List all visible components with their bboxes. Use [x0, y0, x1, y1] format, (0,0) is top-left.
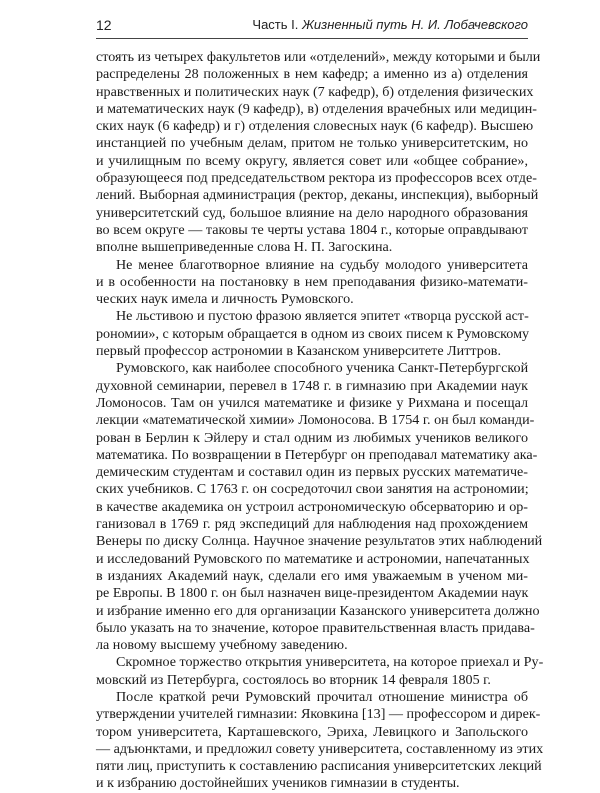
paragraph — [96, 688, 544, 793]
text-line: Ломоносов. Там он учился математике и физике у Рихмана и посещал — [96, 394, 528, 411]
header-rule — [96, 38, 528, 39]
text-line: ских учебников. С 1763 г. он сосредоточил свои занятия на астрономии; — [96, 481, 529, 498]
text-line: Скромное торжество открытия университета, на которое приехал и Ру- — [116, 654, 544, 671]
text-line: ческих наук имела и личность Румовского. — [96, 291, 354, 308]
text-line: Румовского, как наиболее способного ученика Санкт-Петербургской — [116, 360, 529, 377]
text-line: Венеры по диску Солнца. Научное значение результатов этих наблюдений — [96, 533, 543, 550]
paragraph — [96, 49, 541, 257]
running-header — [96, 13, 528, 39]
text-line: первый профессор астрономии в Казанском университете Литтров. — [96, 343, 501, 360]
text-line: в качестве академика он устроил астрономическую обсерваторию и ор- — [96, 498, 528, 515]
text-line: во всем округе — таковы те черты устава 1804 г., которые оправдывают — [96, 221, 528, 238]
text-line: математика. По возвращении в Петербург он преподавал математику ака- — [96, 446, 538, 463]
text-line: Не менее благотворное влияние на судьбу молодого университета — [116, 256, 528, 273]
text-line: Не льстивою и пустою фразою является эпитет «творца русской аст- — [116, 308, 529, 325]
text-line: и исследований Румовского по математике и астрономии, напечатанных — [96, 550, 530, 567]
paragraph — [96, 308, 528, 360]
text-line: демическим студентам и составил один из первых русских математиче- — [96, 464, 528, 481]
text-line: и к избранию достойнейших учеников гимназии в студенты. — [96, 775, 460, 792]
text-line: было указать на то значение, которое правительственная власть придава- — [96, 619, 535, 636]
text-line: пяти лиц, приступить к составлению расписания университетских лекций — [96, 758, 542, 775]
running-title — [252, 17, 528, 32]
text-line: нравственных и политических наук (7 кафедр), б) отделения физических — [96, 83, 534, 100]
text-line: ских наук (6 кафедр) и г) отделения словесных наук (6 кафедр). Высшею — [96, 118, 534, 135]
text-line: инстанцией по учебным делам, притом не только университетским, но — [96, 135, 528, 152]
text-line: мовский из Петербурга, состоялось во вторник 14 февраля 1805 г. — [96, 671, 491, 688]
text-line: рономии», с которым обращается в одном из своих писем к Румовскому — [96, 325, 530, 342]
text-line: и в особенности на постановку в нем преподавания физико-математи- — [96, 273, 528, 290]
text-line: — адъюнктами, и предложил совету университета, составленному из этих — [96, 740, 544, 757]
text-line: образующееся под председательством ректора из профессоров всех отде- — [96, 170, 537, 187]
text-line: ре Европы. В 1800 г. он был назначен вице-президентом Академии наук — [96, 585, 529, 602]
text-line: рован в Берлин к Эйлеру и стал одним из любимых учеников великого — [96, 429, 528, 446]
text-line: и училищным по всему округу, является совет или «общее собрание», — [96, 152, 528, 169]
text-line: После краткой речи Румовский прочитал отношение министра об — [116, 688, 528, 705]
paragraph — [96, 360, 543, 654]
part-label: Часть I. — [252, 17, 299, 32]
text-line: утверждении учителей гимназии: Яковкина [13] — профессором и дирек- — [96, 706, 541, 723]
text-line: стоять из четырех факультетов или «отделений», между которыми и были — [96, 49, 541, 65]
text-line: распределены 28 положенных в нем кафедр; а именно из а) отделения — [96, 66, 528, 83]
text-line: и избрание именно его для организации Казанского университета должно — [96, 602, 540, 619]
text-line: и математических наук (9 кафедр), в) отделения врачебных или медицин- — [96, 100, 537, 117]
text-line: лений. Выборная администрация (ректор, деканы, инспекция), выборный — [96, 187, 539, 204]
paragraph — [96, 654, 544, 689]
text-line: тором университета, Карташевского, Эриха, Левицкого и Запольского — [96, 723, 528, 740]
page-number: 12 — [96, 17, 112, 33]
chapter-title: Жизненный путь Н. И. Лобачевского — [302, 17, 528, 32]
body-text — [96, 49, 544, 793]
text-line: в изданиях Академий наук, сделали его имя уважаемым в ученом ми- — [96, 567, 528, 584]
text-line: ла новому высшему учебному заведению. — [96, 637, 348, 654]
text-line: университетский суд, большое влияние на дело народного образования — [96, 204, 528, 221]
text-line: лекции «математической химии» Ломоносова. В 1754 г. он был команди- — [96, 412, 535, 429]
paragraph — [96, 257, 528, 309]
text-line: ганизовал в 1769 г. ряд экспедиций для наблюдения над прохождением — [96, 516, 528, 533]
text-line: духовной семинарии, перевел в 1748 г. в гимназию при Академии наук — [96, 377, 528, 394]
text-line: вполне вышеприведенные слова Н. П. Загоскина. — [96, 239, 393, 256]
